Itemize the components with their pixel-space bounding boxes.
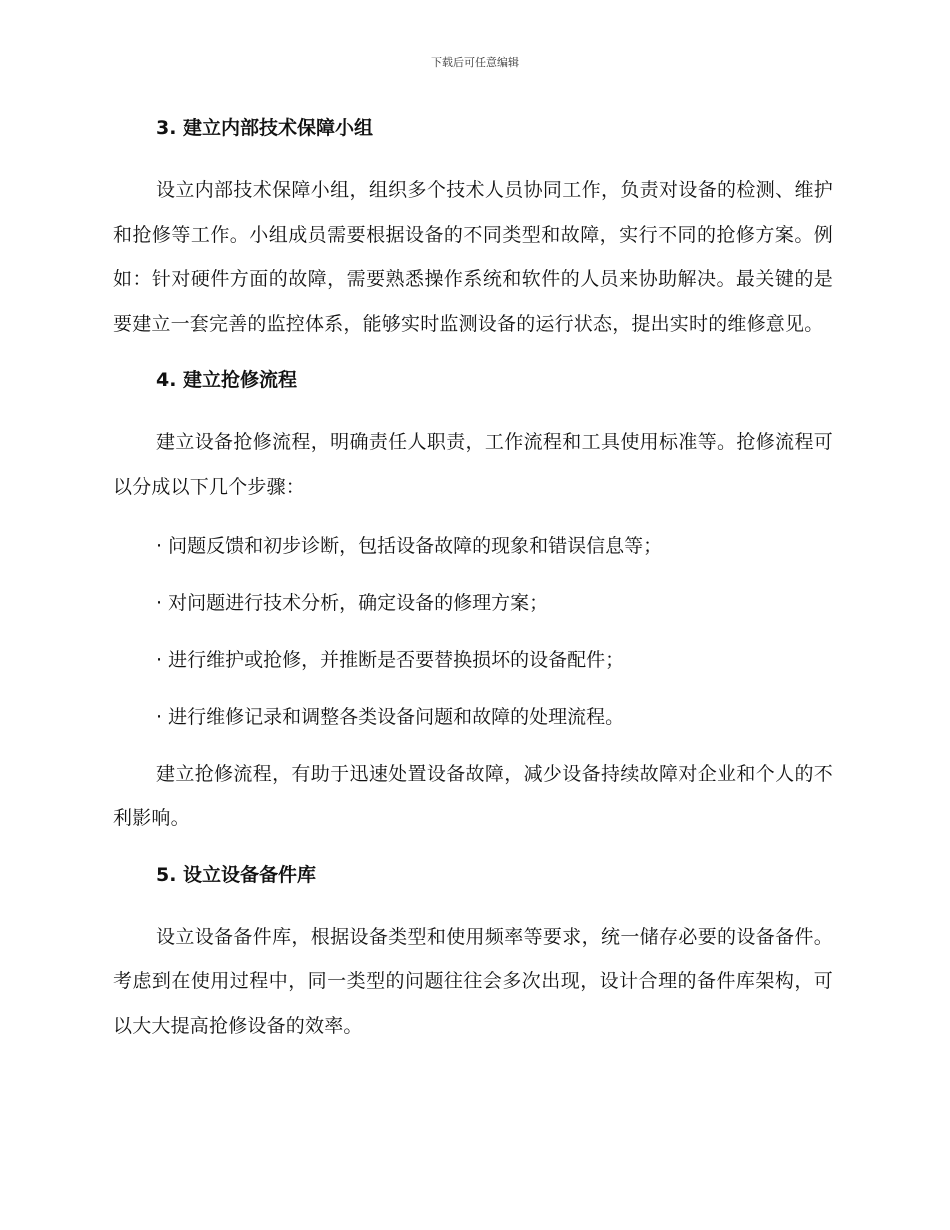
- section-paragraph: 设立内部技术保障小组，组织多个技术人员协同工作，负责对设备的检测、维护和抢修等工作。小组成员需要根据设备的不同类型和故障，实行不同的抢修方案。例如：针对硬件方面的故障，需要熟悉操作系统和软件的人员来协助解决。最关键的是要建立一套完善的监控体系，能够实时监测设备的运行状态，提出实时的维修意见。: [113, 179, 833, 335]
- page-header: 下载后可任意编辑: [431, 56, 519, 69]
- section-paragraph: 设立设备备件库，根据设备类型和使用频率等要求，统一储存必要的设备备件。考虑到在使用过程中，同一类型的问题往往会多次出现，设计合理的备件库架构，可以大大提高抢修设备的效率。: [113, 925, 833, 1037]
- section-5: [113, 859, 833, 1049]
- list-item: · 进行维修记录和调整各类设备问题和故障的处理流程。: [156, 705, 625, 728]
- section-heading: 3. 建立内部技术保障小组: [156, 117, 374, 139]
- list-item: · 对问题进行技术分析，确定设备的修理方案；: [156, 591, 549, 614]
- section-heading: 5. 设立设备备件库: [156, 863, 317, 886]
- section-3: [113, 112, 833, 346]
- list-item: · 问题反馈和初步诊断，包括设备故障的现象和错误信息等；: [156, 534, 663, 557]
- section-heading: 4. 建立抢修流程: [156, 369, 298, 392]
- section-paragraph: 建立设备抢修流程，明确责任人职责，工作流程和工具使用标准等。抢修流程可以分成以下几个步骤：: [113, 431, 833, 498]
- list-item: · 进行维护或抢修，并推断是否要替换损坏的设备配件；: [156, 648, 625, 671]
- document-body: [113, 112, 833, 1049]
- section-closing-paragraph: 建立抢修流程，有助于迅速处置设备故障，减少设备持续故障对企业和个人的不利影响。: [113, 762, 833, 830]
- section-4: [113, 364, 833, 840]
